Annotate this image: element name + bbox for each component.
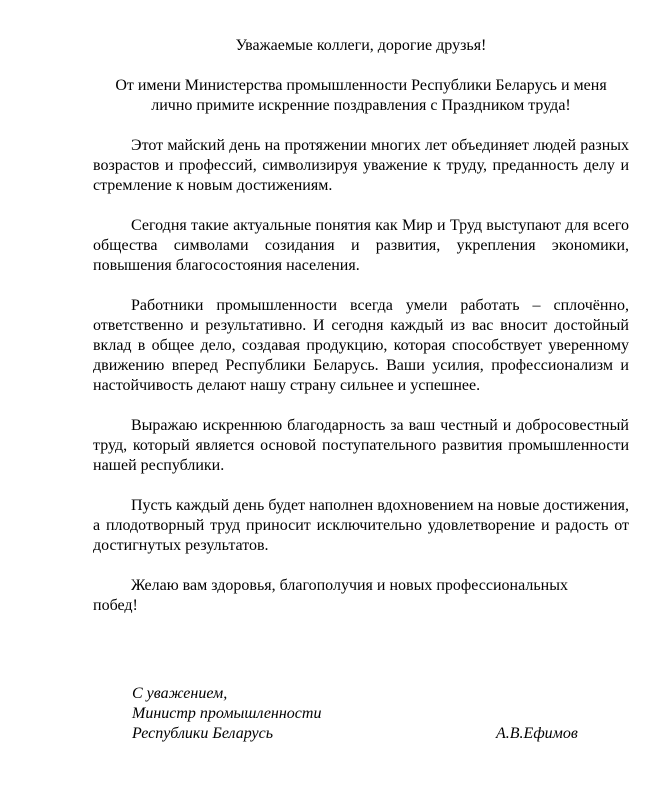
paragraph-wishes: Желаю вам здоровья, благополучия и новых профессиональных побед!: [93, 577, 568, 614]
paragraph-peace-and-labour: Сегодня такие актуальные понятия как Мир и Труд выступают для всего общества символами созидания и развития, укрепления экономики, повышения благосостояния населения.: [93, 217, 629, 274]
paragraph-may-day: Этот майский день на протяжении многих лет объединяет людей разных возрастов и профессий, символизируя уважение к труду, преданность делу и стремление к новым достижениям.: [93, 137, 629, 194]
intro: [93, 76, 629, 116]
paragraph-industry-workers: Работники промышленности всегда умели работать – сплочённо, ответственно и результативно. И сегодня каждый из вас вносит достойный вклад в общее дело, создавая продукцию, которая способствует уверенному движению вперед Республики Беларусь. Ваши усилия, профессионализм и настойчивость делают нашу страну сильнее и успешнее.: [93, 297, 629, 394]
signature-title-line-1: Министр промышленности: [132, 705, 322, 722]
greeting: Уважаемые коллеги, дорогие друзья!: [235, 37, 487, 54]
signature-closing: С уважением,: [132, 685, 228, 702]
intro-line-2: лично примите искренние поздравления с Праздником труда!: [151, 97, 571, 114]
letter-body: [93, 36, 629, 616]
signature-block: [132, 684, 592, 744]
paragraph-inspiration: Пусть каждый день будет наполнен вдохновением на новые достижения, а плодотворный труд приносит исключительно удовлетворение и радость от достигнутых результатов.: [93, 497, 629, 554]
intro-line-1: От имени Министерства промышленности Республики Беларусь и меня: [115, 77, 607, 94]
signature-title-line-2: Республики Беларусь: [132, 725, 273, 742]
signature-name: А.В.Ефимов: [496, 725, 578, 742]
paragraph-gratitude: Выражаю искреннюю благодарность за ваш честный и добросовестный труд, который является основой поступательного развития промышленности нашей республики.: [93, 417, 629, 474]
